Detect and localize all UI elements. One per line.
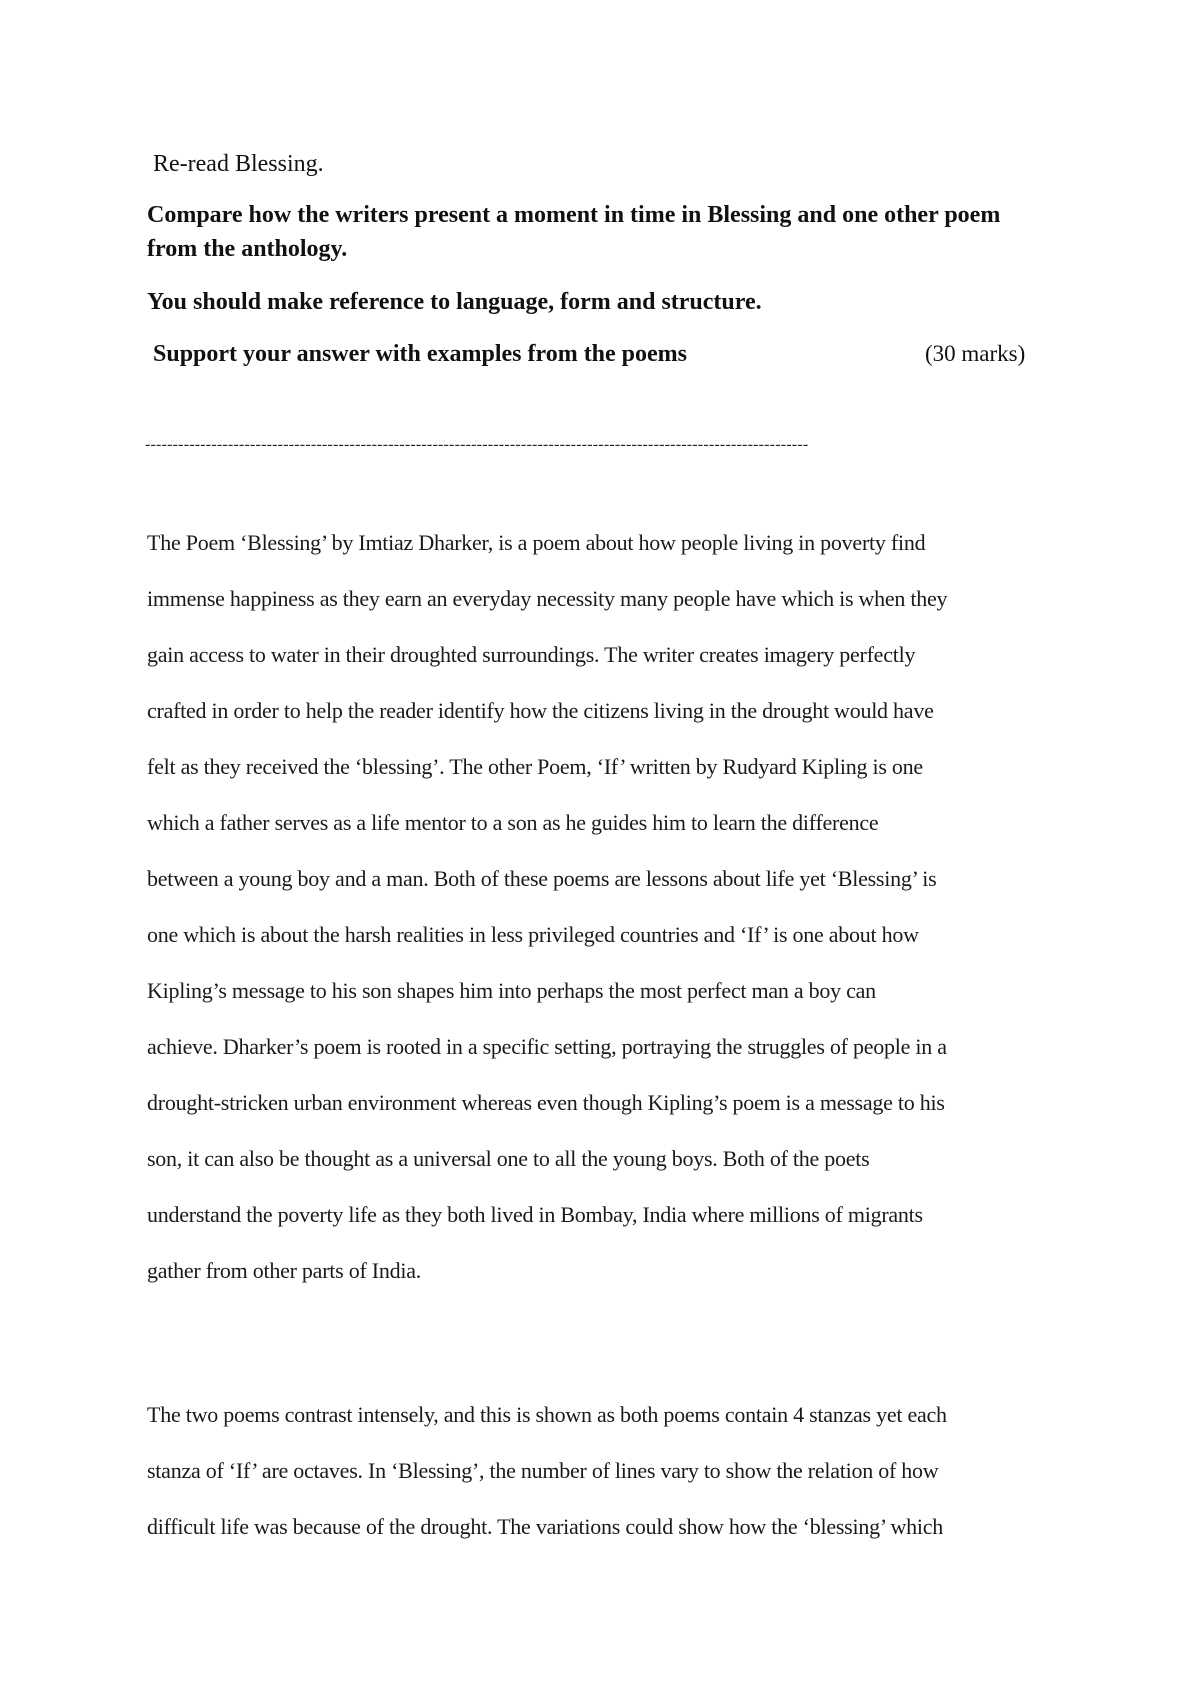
essay-line: stanza of ‘If’ are octaves. In ‘Blessing’, the number of lines vary to show the relation of how bbox=[147, 1458, 939, 1483]
question-title: Re-read Blessing. bbox=[153, 151, 324, 177]
essay-line: crafted in order to help the reader identify how the citizens living in the drought would have bbox=[147, 698, 934, 723]
essay-line: drought-stricken urban environment whereas even though Kipling’s poem is a message to his bbox=[147, 1090, 945, 1115]
essay-line: The two poems contrast intensely, and this is shown as both poems contain 4 stanzas yet each bbox=[147, 1402, 947, 1427]
essay-line: felt as they received the ‘blessing’. The other Poem, ‘If’ written by Rudyard Kipling is one bbox=[147, 754, 923, 779]
essay-line: difficult life was because of the drought. The variations could show how the ‘blessing’ which bbox=[147, 1514, 944, 1539]
question-reference: You should make reference to language, form and structure. bbox=[147, 289, 762, 315]
essay-line: which a father serves as a life mentor to a son as he guides him to learn the difference bbox=[147, 810, 879, 835]
section-divider: ------------------------------------------------------------------------------------------------------------------------ bbox=[145, 436, 809, 453]
one-other-keyword: one other bbox=[842, 202, 939, 228]
compare-keyword: Compare bbox=[147, 202, 243, 228]
essay-line: son, it can also be thought as a universal one to all the young boys. Both of the poets bbox=[147, 1146, 870, 1171]
essay-line: achieve. Dharker’s poem is rooted in a specific setting, portraying the struggles of people in a bbox=[147, 1034, 947, 1059]
essay-line: The Poem ‘Blessing’ by Imtiaz Dharker, is a poem about how people living in poverty find bbox=[147, 530, 926, 555]
compare-text-2: poem from the anthology. bbox=[147, 202, 1001, 262]
essay-line: Kipling’s message to his son shapes him into perhaps the most perfect man a boy can bbox=[147, 978, 876, 1003]
question-support: Support your answer with examples from the poems bbox=[153, 341, 688, 367]
essay-line: one which is about the harsh realities in less privileged countries and ‘If’ is one about how bbox=[147, 922, 919, 947]
question-compare bbox=[147, 198, 1052, 266]
compare-text-1: how the writers present a moment in time in Blessing and bbox=[242, 202, 843, 228]
essay-line: gain access to water in their droughted surroundings. The writer creates imagery perfectly bbox=[147, 642, 916, 667]
essay-line: between a young boy and a man. Both of these poems are lessons about life yet ‘Blessing’ is bbox=[147, 866, 937, 891]
essay-line: immense happiness as they earn an everyday necessity many people have which is when they bbox=[147, 586, 948, 611]
essay-line: understand the poverty life as they both lived in Bombay, India where millions of migrants bbox=[147, 1202, 923, 1227]
essay-line: gather from other parts of India. bbox=[147, 1258, 421, 1283]
question-marks: (30 marks) bbox=[925, 341, 1026, 366]
